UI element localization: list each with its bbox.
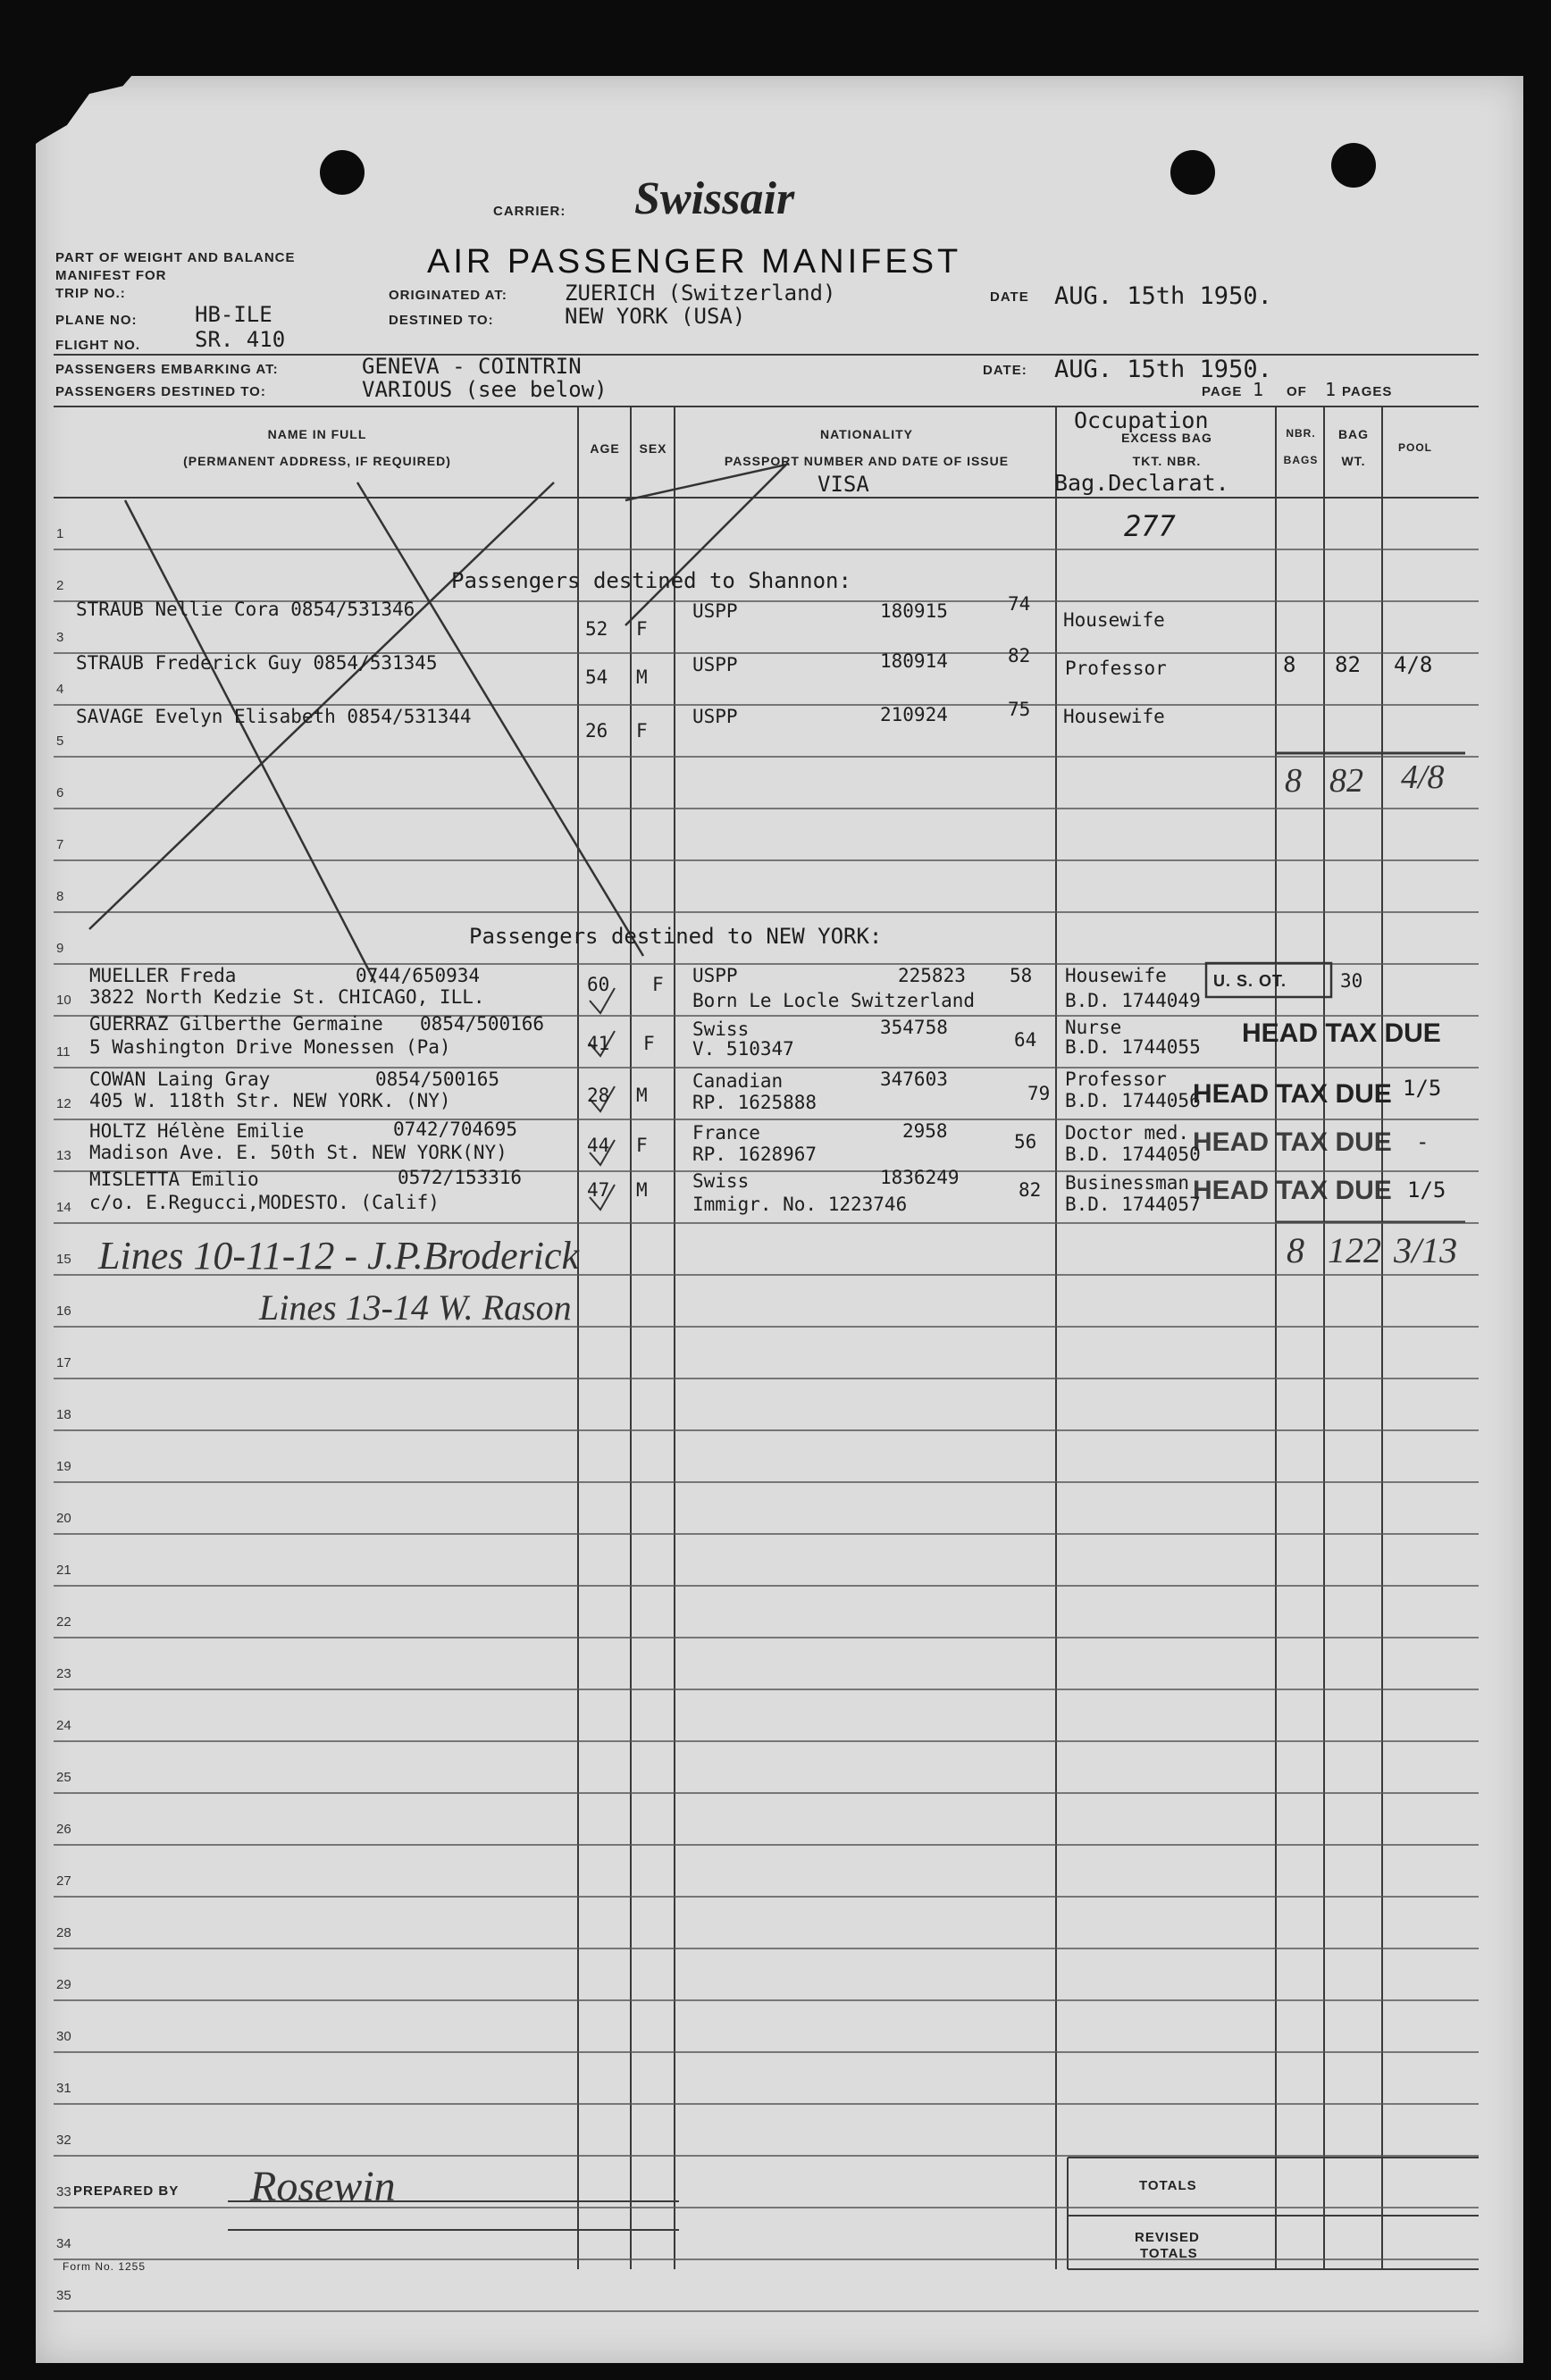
passenger-name: STRAUB Frederick Guy 0854/531345 — [76, 652, 438, 674]
row-number: 5 — [56, 733, 64, 749]
revised-totals-label: TOTALS — [1140, 2246, 1198, 2261]
row-number: 19 — [56, 1459, 71, 1474]
ny-passenger-visa: 58 — [1010, 965, 1033, 986]
ny-passenger-nat2: Immigr. No. 1223746 — [692, 1194, 908, 1215]
row-number: 14 — [56, 1200, 71, 1215]
passenger-visa: 75 — [1008, 699, 1031, 720]
page-total: 1 — [1325, 379, 1337, 400]
shannon-total-bags: 8 — [1285, 762, 1302, 800]
ny-passenger-age: 44 — [587, 1135, 610, 1156]
ny-passenger-sex: M — [636, 1085, 648, 1106]
row-number: 12 — [56, 1096, 71, 1111]
row-number: 1 — [56, 526, 64, 541]
ny-passenger-ticket: 0744/650934 — [356, 965, 481, 986]
passenger-sex: F — [636, 618, 648, 640]
dest-label: PASSENGERS DESTINED TO: — [55, 384, 266, 399]
head-tax-stamp: HEAD TAX DUE — [1193, 1176, 1392, 1205]
ny-passenger-pool: 1/5 — [1407, 1177, 1446, 1203]
of-label: OF — [1287, 384, 1307, 399]
passenger-passport: 180915 — [880, 600, 948, 622]
ny-passenger-age: 47 — [587, 1179, 610, 1201]
ny-passenger-bd: B.D. 1744056 — [1065, 1090, 1201, 1111]
ny-passenger-age: 28 — [587, 1085, 610, 1106]
ny-passenger-name: HOLTZ Hélène Emilie — [89, 1120, 305, 1142]
row-number: 25 — [56, 1770, 71, 1785]
row-number: 30 — [56, 2029, 71, 2044]
ny-passenger-pool: 30 — [1340, 970, 1363, 992]
col-nbr-bags-1: NBR. — [1286, 427, 1316, 440]
passenger-age: 52 — [585, 618, 608, 640]
row-number: 32 — [56, 2133, 71, 2148]
section-shannon: Passengers destined to Shannon: — [451, 568, 851, 593]
head-tax-stamp: HEAD TAX DUE — [1242, 1018, 1441, 1048]
passenger-name: SAVAGE Evelyn Elisabeth 0854/531344 — [76, 706, 472, 727]
col-bag-declarat: Bag.Declarat. — [1054, 470, 1229, 496]
row-number: 29 — [56, 1977, 71, 1992]
row-number: 27 — [56, 1873, 71, 1889]
totals-label: TOTALS — [1139, 2178, 1197, 2193]
col-sex: SEX — [639, 441, 667, 456]
page-label: PAGE — [1202, 384, 1243, 399]
manifest-title: AIR PASSENGER MANIFEST — [427, 243, 962, 281]
row-number: 17 — [56, 1355, 71, 1370]
ny-passenger-pool: 1/5 — [1403, 1076, 1442, 1101]
col-occupation: Occupation — [1074, 407, 1209, 433]
ny-passenger-sex: M — [636, 1179, 648, 1201]
passenger-nationality: USPP — [692, 654, 738, 675]
row-number: 11 — [56, 1044, 71, 1060]
row-number: 10 — [56, 993, 71, 1008]
row-number: 15 — [56, 1252, 71, 1267]
passenger-passport: 180914 — [880, 650, 948, 672]
row-number: 34 — [56, 2236, 71, 2251]
ny-passenger-nat2: V. 510347 — [692, 1038, 794, 1060]
row-number: 20 — [56, 1511, 71, 1526]
plane-no-label: PLANE NO: — [55, 313, 138, 328]
ny-passenger-nat2: Born Le Locle Switzerland — [692, 990, 976, 1011]
row-number: 7 — [56, 837, 64, 852]
carrier-logo: Swissair — [634, 173, 795, 224]
plane-no: HB-ILE — [195, 302, 272, 327]
row-number: 9 — [56, 941, 64, 956]
ny-passenger-visa: 79 — [1027, 1083, 1051, 1104]
passenger-age: 54 — [585, 666, 608, 688]
ny-passenger-occupation: Housewife — [1065, 965, 1167, 986]
ny-passenger-bd: B.D. 1744057 — [1065, 1194, 1201, 1215]
handwritten-note-line16: Lines 13-14 W. Rason — [259, 1287, 572, 1328]
ny-passenger-address: c/o. E.Regucci,MODESTO. (Calif) — [89, 1192, 440, 1213]
ny-passenger-nationality: Swiss — [692, 1170, 750, 1192]
embarking-label: PASSENGERS EMBARKING AT: — [55, 362, 279, 377]
ny-passenger-occupation: Professor — [1065, 1068, 1167, 1090]
ny-passenger-nat2: RP. 1628967 — [692, 1144, 817, 1165]
ny-passenger-address: 5 Washington Drive Monessen (Pa) — [89, 1036, 451, 1058]
row-number: 8 — [56, 889, 64, 904]
ny-total-bags: 8 — [1287, 1230, 1304, 1270]
ny-passenger-ticket: 0854/500166 — [420, 1013, 545, 1035]
col-nbr-bags-2: BAGS — [1283, 454, 1319, 466]
passenger-occupation: Professor — [1065, 658, 1167, 679]
page-num: 1 — [1253, 379, 1264, 400]
row-number: 35 — [56, 2288, 71, 2303]
ny-passenger-visa: 82 — [1019, 1179, 1042, 1201]
originated-value: ZUERICH (Switzerland) — [565, 281, 836, 306]
manifest-for-label: MANIFEST FOR — [55, 268, 167, 283]
col-name-sub: (PERMANENT ADDRESS, IF REQUIRED) — [183, 454, 451, 468]
ny-total-wt: 122 — [1328, 1230, 1381, 1270]
row-number: 26 — [56, 1822, 71, 1837]
head-tax-stamp: HEAD TAX DUE — [1193, 1079, 1392, 1109]
col-name: NAME IN FULL — [267, 427, 367, 441]
row4-pool: 4/8 — [1394, 652, 1433, 677]
row-number: 28 — [56, 1925, 71, 1940]
col-nationality: NATIONALITY — [819, 427, 914, 441]
col-tkt-nbr: TKT. NBR. — [1132, 454, 1202, 468]
ny-passenger-age: 60 — [587, 974, 610, 995]
us-ot-stamp: U. S. OT. — [1213, 972, 1287, 990]
col-bag-wt-2: WT. — [1341, 454, 1366, 468]
ny-total-pool: 3/13 — [1394, 1230, 1458, 1270]
ny-passenger-ticket: 0742/704695 — [393, 1119, 518, 1140]
ny-passenger-bd: B.D. 1744049 — [1065, 990, 1201, 1011]
shannon-total-wt: 82 — [1329, 762, 1363, 800]
flight-no: SR. 410 — [195, 327, 286, 352]
ny-passenger-sex: F — [636, 1135, 648, 1156]
row-number: 2 — [56, 578, 64, 593]
ny-passenger-occupation: Nurse — [1065, 1017, 1122, 1038]
ny-passenger-nationality: France — [692, 1122, 760, 1144]
row4-wt: 82 — [1335, 652, 1361, 677]
pages-label: PAGES — [1342, 384, 1393, 399]
ny-passenger-pool: - — [1416, 1129, 1429, 1154]
ny-passenger-bd: B.D. 1744055 — [1065, 1036, 1201, 1058]
ny-passenger-age: 41 — [587, 1033, 610, 1054]
destined-label: DESTINED TO: — [389, 313, 494, 328]
ny-passenger-sex: F — [652, 974, 664, 995]
dest-value: VARIOUS (see below) — [362, 377, 608, 402]
flight-no-label: FLIGHT NO. — [55, 338, 140, 353]
row-number: 22 — [56, 1614, 71, 1630]
row4-bags: 8 — [1283, 652, 1296, 677]
row-number: 6 — [56, 785, 64, 800]
ny-passenger-address: 3822 North Kedzie St. CHICAGO, ILL. — [89, 986, 485, 1008]
col-visa: VISA — [817, 472, 869, 497]
row-number: 18 — [56, 1407, 71, 1422]
date2-value: AUG. 15th 1950. — [1054, 356, 1272, 383]
ny-passenger-sex: F — [643, 1033, 655, 1054]
ny-passenger-nationality: Swiss — [692, 1018, 750, 1040]
ny-passenger-passport: 225823 — [898, 965, 966, 986]
passenger-sex: M — [636, 666, 648, 688]
part-of-label: PART OF WEIGHT AND BALANCE — [55, 250, 296, 265]
originated-label: ORIGINATED AT: — [389, 288, 507, 303]
embarking-value: GENEVA - COINTRIN — [362, 354, 582, 379]
ny-passenger-nat2: RP. 1625888 — [692, 1092, 817, 1113]
row-number: 23 — [56, 1666, 71, 1681]
ny-passenger-passport: 1836249 — [880, 1167, 960, 1188]
col-excess-bag: EXCESS BAG — [1121, 431, 1212, 445]
passenger-name: STRAUB Nellie Cora 0854/531346 — [76, 599, 415, 620]
col-age: AGE — [590, 441, 620, 456]
ny-passenger-bd: B.D. 1744050 — [1065, 1144, 1201, 1165]
passenger-age: 26 — [585, 720, 608, 742]
ny-passenger-passport: 2958 — [902, 1120, 948, 1142]
ny-passenger-passport: 347603 — [880, 1068, 948, 1090]
row-number: 31 — [56, 2081, 71, 2096]
form-number: Form No. 1255 — [63, 2260, 147, 2273]
row-number: 4 — [56, 682, 64, 697]
passenger-passport: 210924 — [880, 704, 948, 725]
row-number: 3 — [56, 630, 64, 645]
ny-passenger-address: Madison Ave. E. 50th St. NEW YORK(NY) — [89, 1142, 507, 1163]
ny-passenger-name: MISLETTA Emilio — [89, 1169, 259, 1190]
ny-passenger-occupation: Businessman — [1065, 1172, 1190, 1194]
trip-no-label: TRIP NO.: — [55, 286, 126, 301]
ny-passenger-name: MUELLER Freda — [89, 965, 237, 986]
passenger-nationality: USPP — [692, 600, 738, 622]
ny-passenger-name: COWAN Laing Gray — [89, 1068, 271, 1090]
date-label: DATE — [990, 289, 1029, 305]
ny-passenger-visa: 56 — [1014, 1131, 1037, 1152]
row-number: 13 — [56, 1148, 71, 1163]
row-number: 21 — [56, 1563, 71, 1578]
passenger-visa: 74 — [1008, 593, 1031, 615]
preparer-signature: Rosewin — [250, 2163, 396, 2210]
passenger-visa: 82 — [1008, 645, 1031, 666]
ny-passenger-ticket: 0572/153316 — [398, 1167, 523, 1188]
passenger-occupation: Housewife — [1063, 609, 1165, 631]
col-bag-wt-1: BAG — [1337, 427, 1370, 441]
row-number: 33 — [56, 2184, 71, 2200]
ny-passenger-address: 405 W. 118th Str. NEW YORK. (NY) — [89, 1090, 451, 1111]
ny-passenger-occupation: Doctor med. — [1065, 1122, 1190, 1144]
col-passport: PASSPORT NUMBER AND DATE OF ISSUE — [724, 454, 1010, 468]
ny-passenger-ticket: 0854/500165 — [375, 1068, 500, 1090]
head-tax-stamp: HEAD TAX DUE — [1193, 1127, 1392, 1157]
ny-passenger-visa: 64 — [1014, 1029, 1037, 1051]
passenger-occupation: Housewife — [1063, 706, 1165, 727]
carrier-label: CARRIER: — [493, 204, 566, 219]
shannon-total-pool: 4/8 — [1401, 758, 1445, 796]
row-number: 16 — [56, 1303, 71, 1319]
ny-passenger-nationality: USPP — [692, 965, 738, 986]
section-newyork: Passengers destined to NEW YORK: — [469, 924, 883, 949]
ny-passenger-passport: 354758 — [880, 1017, 948, 1038]
date2-label: DATE: — [983, 363, 1027, 378]
ny-passenger-nationality: Canadian — [692, 1070, 784, 1092]
destined-value: NEW YORK (USA) — [565, 304, 746, 329]
passenger-nationality: USPP — [692, 706, 738, 727]
row-number: 24 — [56, 1718, 71, 1733]
row1-excess-bag: 277 — [1124, 509, 1176, 543]
ny-passenger-name: GUERRAZ Gilberthe Germaine — [89, 1013, 383, 1035]
handwritten-note-line15: Lines 10-11-12 - J.P.Broderick — [98, 1234, 580, 1278]
revised-label: REVISED — [1135, 2230, 1200, 2245]
date-value: AUG. 15th 1950. — [1054, 282, 1272, 310]
prepared-by-label: PREPARED BY — [73, 2183, 180, 2199]
passenger-sex: F — [636, 720, 648, 742]
col-pool: POOL — [1397, 441, 1432, 454]
